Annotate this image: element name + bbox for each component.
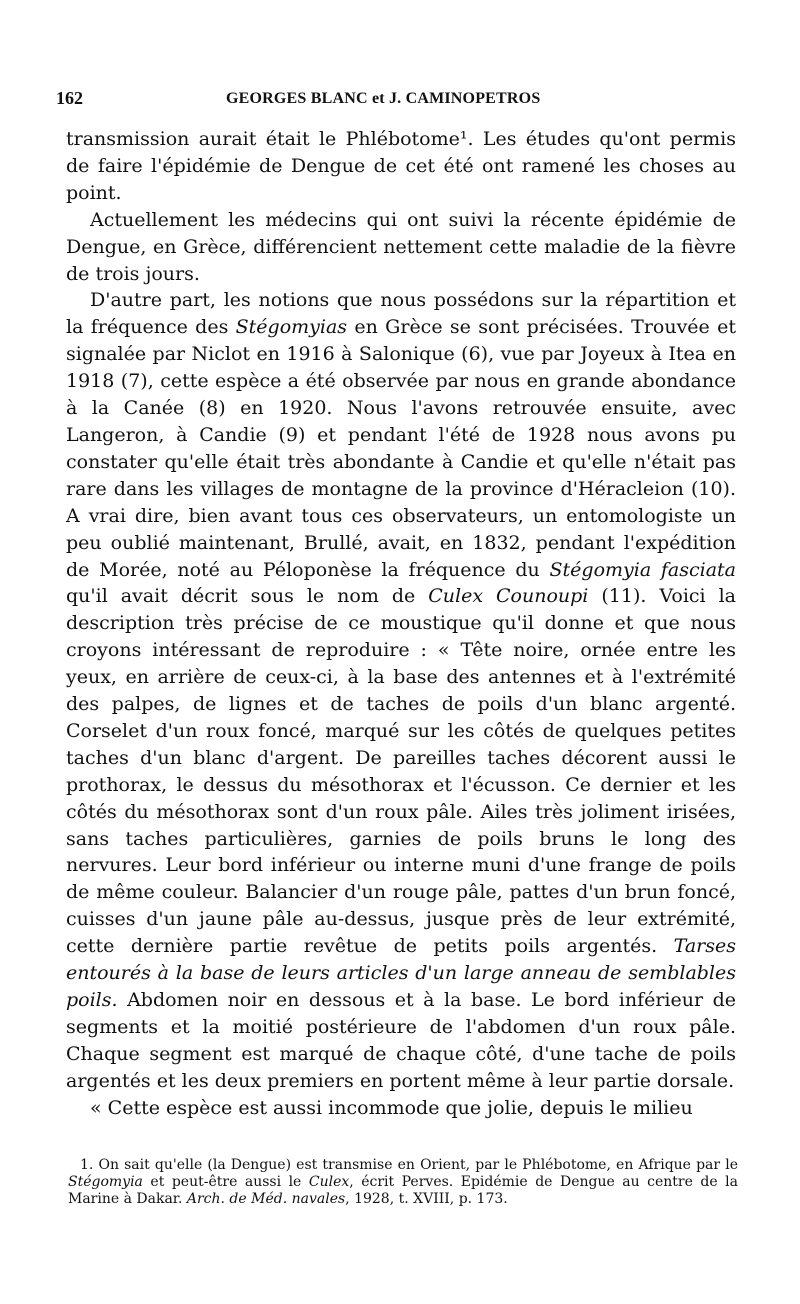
paragraph-1: transmission aurait était le Phlébotome¹. Les études qu'ont permis de faire l'épidémie de Dengue de cet été ont ramené les choses au point. — [66, 128, 736, 204]
italic-run: Stégomyia — [68, 1174, 143, 1190]
text-run: qu'il avait décrit sous le nom de — [66, 585, 429, 608]
italic-run: Culex — [308, 1174, 350, 1190]
italic-run: Tarses entourés à la base de leurs articles d'un large anneau de semblables poils. — [66, 935, 736, 1011]
text-run: en Grèce se sont précisées. Trouvée et signalée par Niclot en 1916 à Salonique (6), vue par Joyeux à Itea en 1918 (7), cette espèce a été observée par nous en grande abondance à la Canée (8) en 1920. Nous l'avons retrouvée ensuite, avec Langeron, à Candie (9) et pendant l'été de 1928 nous avons pu constater qu'elle était très abondante à Candie et qu'elle n'était pas rare dans les villages de montagne de la province d'Héracleion (10). A vrai dire, bien avant tous ces observateurs, un entomologiste un peu oublié maintenant, Brullé, avait, en 1832, pendant l'expédition de Morée, noté au Péloponèse la fréquence du — [66, 316, 736, 581]
paragraph-3 — [66, 287, 736, 1094]
text-run: , 1928, t. XVIII, p. 173. — [345, 1191, 508, 1207]
italic-run: Culex Counoupi — [428, 585, 589, 608]
footnote-1 — [68, 1157, 738, 1208]
text-run: D'autre part, les notions que nous possédons sur la répartition et la fréquence des — [66, 289, 736, 339]
text-run: Abdomen noir en dessous et à la base. Le bord inférieur de segments et la moitié postérieure de l'abdomen d'un roux pâle. Chaque segment est marqué de chaque côté, d'une tache de poils argentés et les deux premiers en portent même à leur partie dorsale. — [66, 989, 736, 1092]
footnotes — [68, 1157, 738, 1208]
italic-run: Arch. de Méd. navales — [186, 1191, 346, 1207]
italic-run: Stégomyias — [235, 316, 348, 339]
body-text — [66, 126, 736, 1122]
paragraph-2: Actuellement les médecins qui ont suivi la récente épidémie de Dengue, en Grèce, différencient nettement cette maladie de la fièvre de trois jours. — [66, 208, 736, 285]
page-number: 162 — [56, 88, 83, 108]
italic-run: Stégomyia fasciata — [549, 558, 737, 581]
text-run: , écrit Perves. Epidémie de Dengue au centre de la Marine à Dakar. — [68, 1174, 738, 1207]
running-header: GEORGES BLANC et J. CAMINOPETROS — [226, 90, 541, 107]
paragraph-4: « Cette espèce est aussi incommode que jolie, depuis le milieu — [90, 1096, 693, 1119]
text-run: (11). Voici la description très précise de ce moustique qu'il donne et que nous croyons intéressant de reproduire : « Tête noire, ornée entre les yeux, en arrière de ceux-ci, à la base des antennes et à l'extrémité des palpes, de lignes et de taches de poils d'un blanc argenté. Corselet d'un roux foncé, marqué sur les côtés de quelques petites taches d'un blanc d'argent. De pareilles taches décorent aussi le prothorax, le dessus du mésothorax et l'écusson. Ce dernier et les côtés du mésothorax sont d'un roux pâle. Ailes très joliment irisées, sans taches particulières, garnies de poils bruns le long des nervures. Leur bord inférieur ou interne muni d'une frange de poils de même couleur. Balancier d'un rouge pâle, pattes d'un brun foncé, cuisses d'un jaune pâle au-dessus, jusque près de leur extrémité, cette dernière partie revêtue de petits poils argentés. — [66, 585, 737, 958]
text-run: 1. On sait qu'elle (la Dengue) est transmise en Orient, par le Phlébotome, en Afrique par le — [80, 1157, 738, 1173]
text-run: et peut-être aussi le — [142, 1174, 309, 1190]
